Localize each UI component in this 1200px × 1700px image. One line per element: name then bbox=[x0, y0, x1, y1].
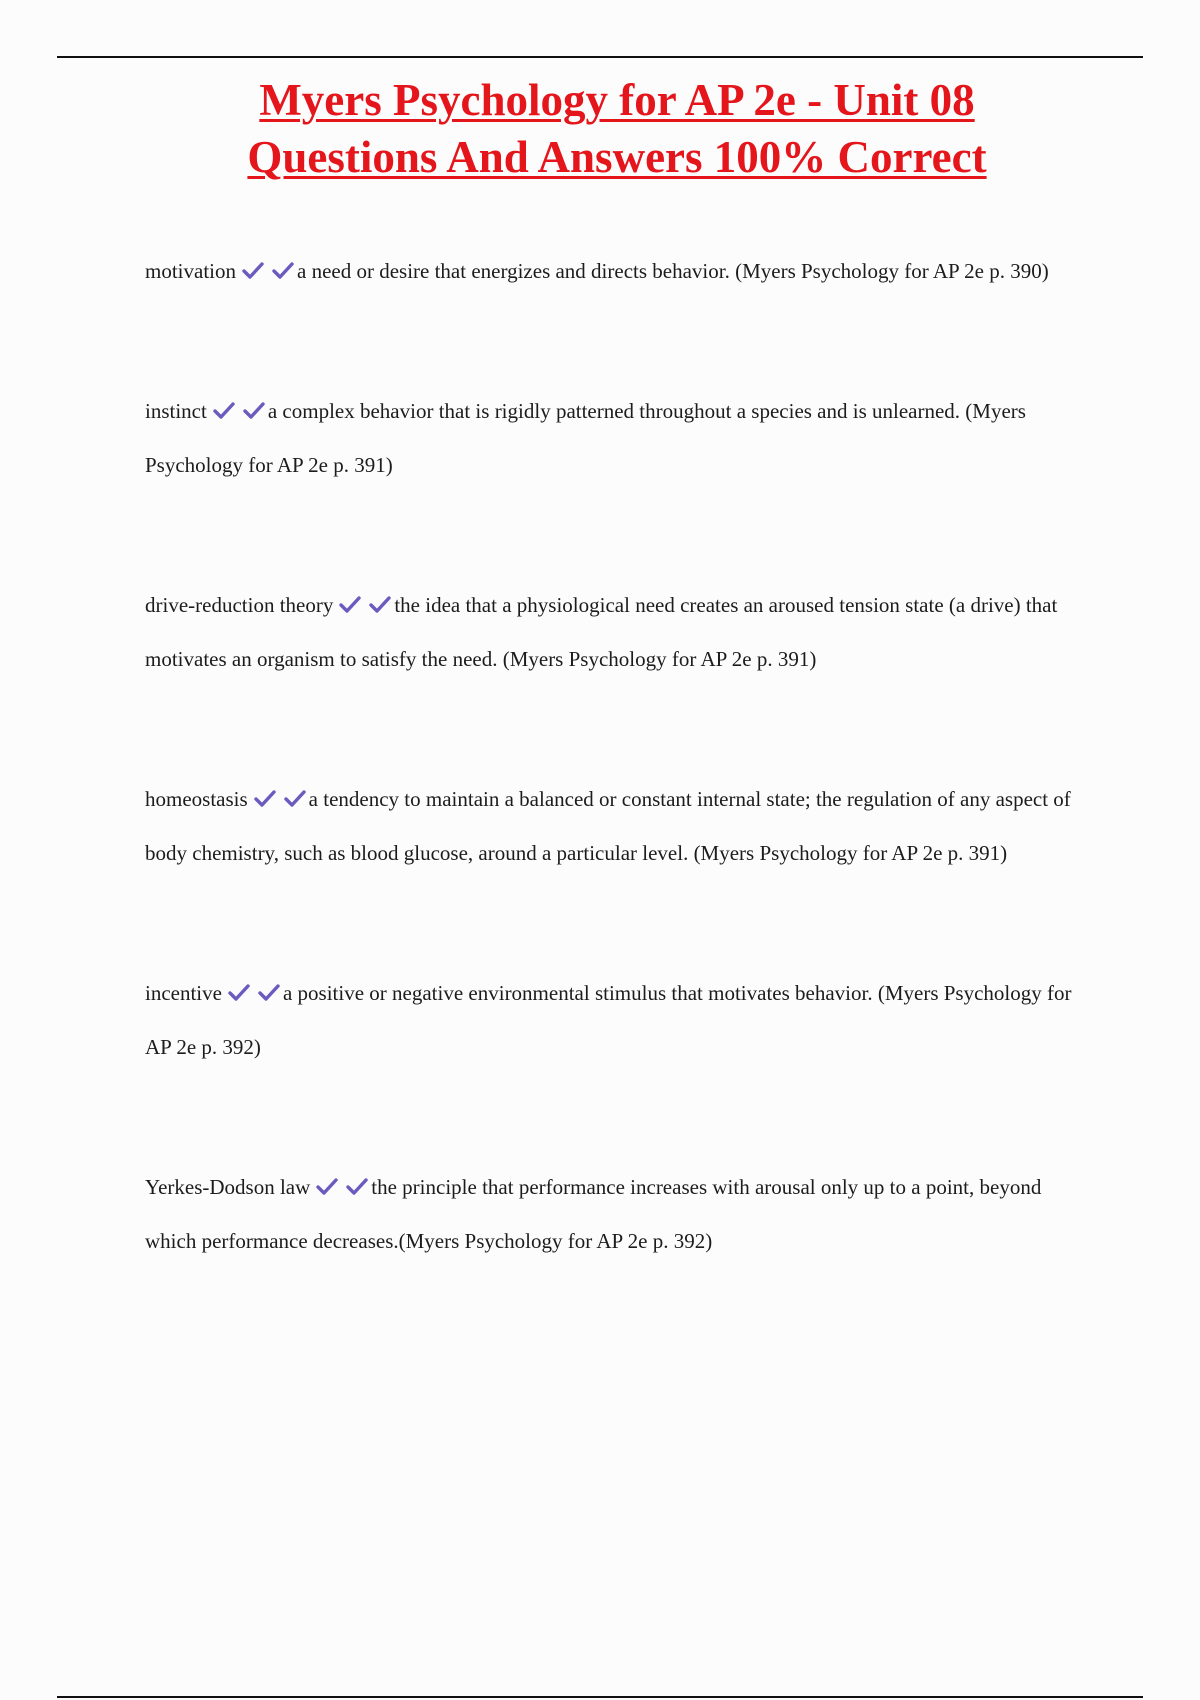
checkmark-icon bbox=[254, 790, 276, 808]
definition: a positive or negative environmental stimulus that motivates behavior. (Myers Psychology for AP 2e p. 392) bbox=[145, 981, 1072, 1059]
definition: a tendency to maintain a balanced or constant internal state; the regulation of any aspect of body chemistry, such as blood glucose, around a particular level. (Myers Psychology for AP 2e p. 391) bbox=[145, 787, 1071, 865]
definition: a need or desire that energizes and directs behavior. (Myers Psychology for AP 2e p. 390) bbox=[297, 259, 1049, 283]
checkmark-icon bbox=[213, 402, 235, 420]
checkmark-icon bbox=[272, 262, 294, 280]
checkmark-icon bbox=[369, 596, 391, 614]
qa-entry bbox=[145, 578, 1085, 686]
checkmark-icon bbox=[339, 596, 361, 614]
definition: the idea that a physiological need creates an aroused tension state (a drive) that motivates an organism to satisfy the need. (Myers Psychology for AP 2e p. 391) bbox=[145, 593, 1058, 671]
qa-entry bbox=[145, 1160, 1085, 1268]
qa-entry bbox=[145, 244, 1085, 298]
checkmark-icon bbox=[284, 790, 306, 808]
term: drive-reduction theory bbox=[145, 593, 334, 617]
document-title bbox=[60, 72, 1174, 186]
qa-entry bbox=[145, 966, 1085, 1074]
checkmark-icon bbox=[228, 984, 250, 1002]
term: Yerkes-Dodson law bbox=[145, 1175, 311, 1199]
checkmark-icon bbox=[242, 262, 264, 280]
qa-entry bbox=[145, 384, 1085, 492]
definition: a complex behavior that is rigidly patterned throughout a species and is unlearned. (Myers Psychology for AP 2e p. 391) bbox=[145, 399, 1026, 477]
qa-list bbox=[145, 244, 1085, 1268]
term: motivation bbox=[145, 259, 236, 283]
checkmark-icon bbox=[316, 1178, 338, 1196]
term: homeostasis bbox=[145, 787, 248, 811]
title-line-2: Questions And Answers 100% Correct bbox=[247, 132, 987, 182]
top-divider bbox=[57, 56, 1143, 58]
bottom-divider bbox=[57, 1696, 1143, 1698]
checkmark-icon bbox=[243, 402, 265, 420]
term: instinct bbox=[145, 399, 207, 423]
qa-entry bbox=[145, 772, 1085, 880]
checkmark-icon bbox=[258, 984, 280, 1002]
checkmark-icon bbox=[346, 1178, 368, 1196]
definition: the principle that performance increases with arousal only up to a point, beyond which performance decreases.(Myers Psychology for AP 2e p. 392) bbox=[145, 1175, 1042, 1253]
title-line-1: Myers Psychology for AP 2e - Unit 08 bbox=[259, 75, 975, 125]
term: incentive bbox=[145, 981, 222, 1005]
